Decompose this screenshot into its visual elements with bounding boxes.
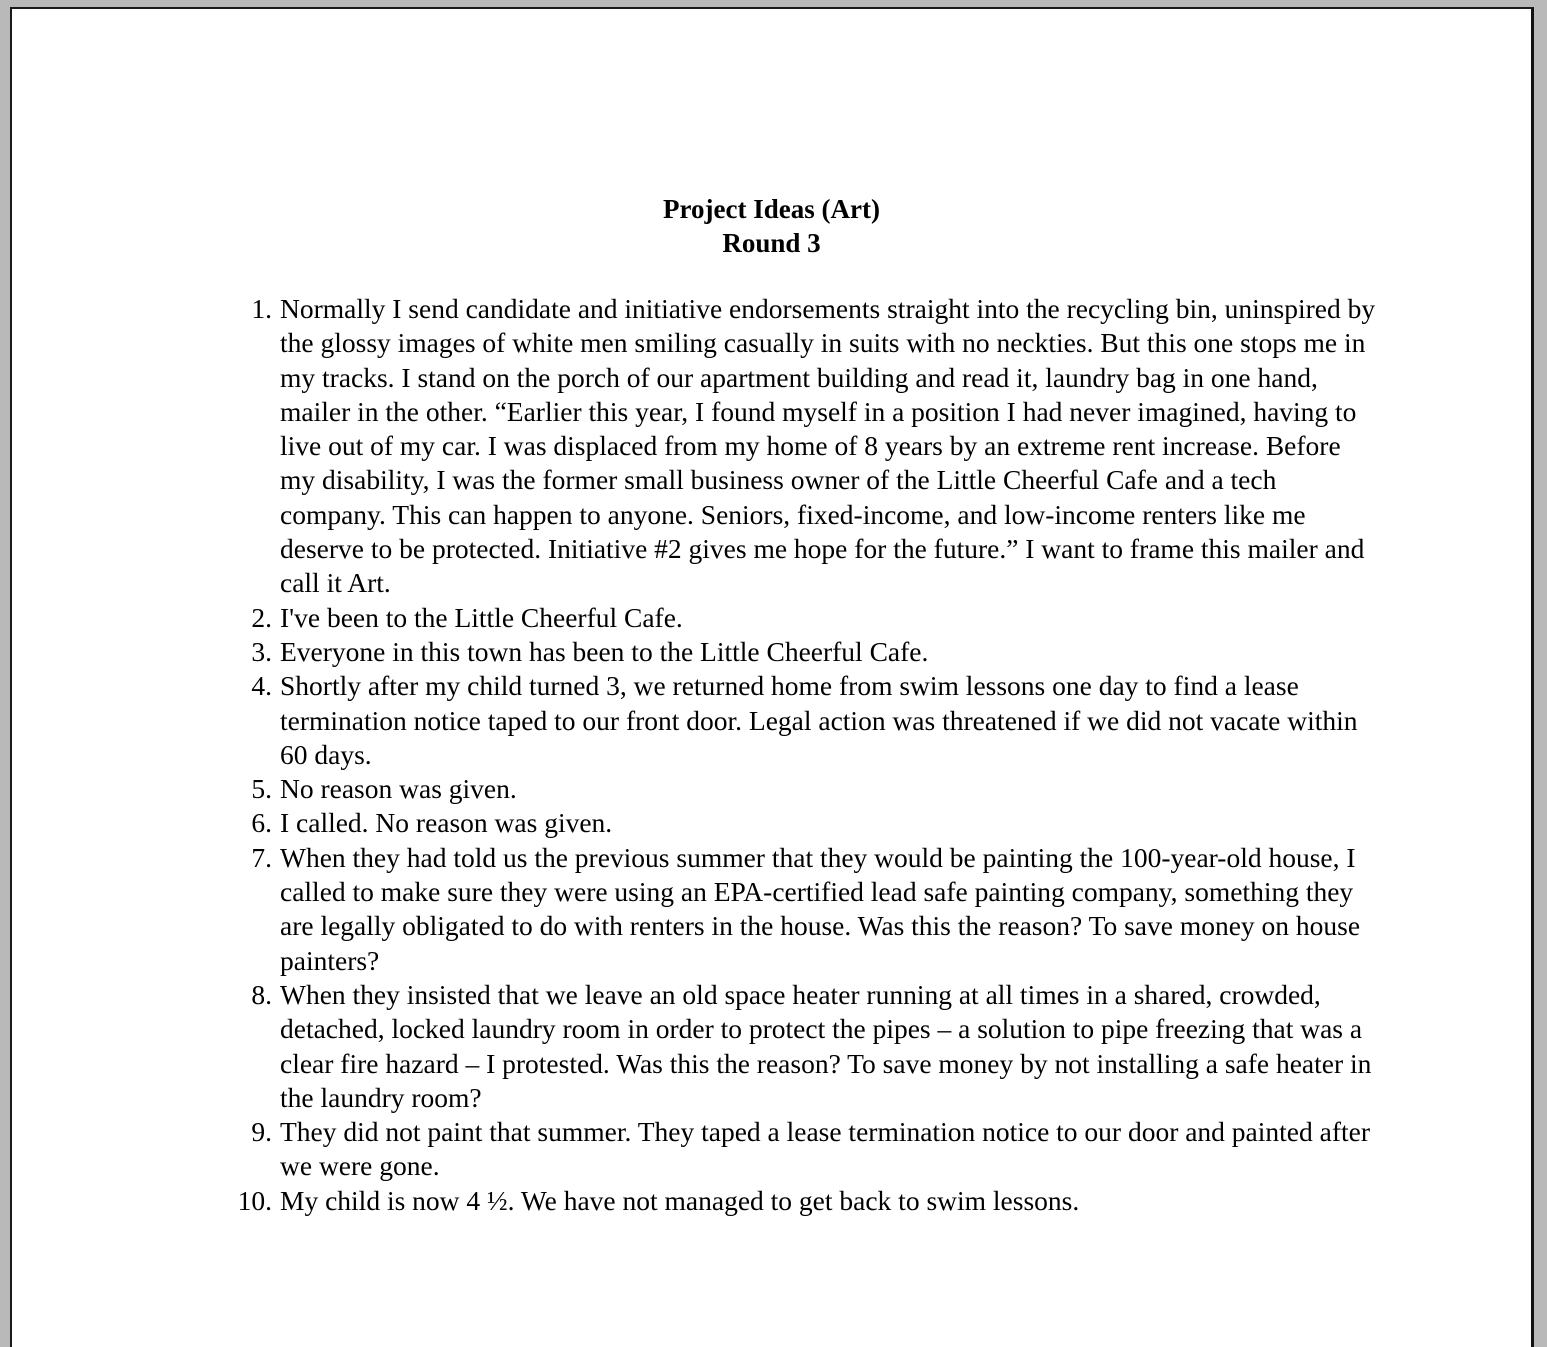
list-item-number: 9.: [251, 1116, 272, 1148]
numbered-list: [226, 292, 1376, 1218]
list-item: [226, 772, 1376, 806]
list-item-text: I called. No reason was given.: [280, 807, 613, 839]
list-item: [226, 635, 1376, 669]
list-item-text: When they had told us the previous summer that they would be painting the 100-year-old house, I called to make sure they were using an EPA-certified lead safe painting company, something they are legally obligated to do with renters in the house. Was this the reason? To save money on house painters?: [280, 841, 1361, 976]
list-item-text: Normally I send candidate and initiative endorsements straight into the recycling bin, uninspired by the glossy images of white men smiling casually in suits with no neckties. But this one stops me in my tracks. I stand on the porch of our apartment building and read it, laundry bag in one hand, mailer in the other. “Earlier this year, I found myself in a position I had never imagined, having to live out of my car. I was displaced from my home of 8 years by an extreme rent increase. Before my disability, I was the former small business owner of the Little Cheerful Cafe and a tech company. This can happen to anyone. Seniors, fixed-income, and low-income renters like me deserve to be protected. Initiative #2 gives me hope for the future.” I want to frame this mailer and call it Art.: [280, 293, 1376, 599]
list-item-number: 4.: [251, 670, 272, 702]
list-item: [226, 292, 1376, 601]
list-item: [226, 1115, 1376, 1184]
list-item-number: 1.: [251, 293, 272, 324]
document-title: Project Ideas (Art): [663, 194, 880, 224]
list-item: [226, 806, 1376, 840]
list-item-text: Everyone in this town has been to the Little Cheerful Cafe.: [280, 635, 929, 667]
list-item-number: 5.: [251, 773, 272, 805]
list-item-number: 10.: [237, 1184, 272, 1216]
document-page: [10, 7, 1534, 1347]
list-item-text: Shortly after my child turned 3, we returned home from swim lessons one day to find a lease termination notice taped to our front door. Legal action was threatened if we did not vacate within 60 days.: [280, 670, 1358, 770]
list-item-number: 7.: [251, 841, 272, 873]
list-item-number: 2.: [251, 601, 272, 633]
document-subtitle: Round 3: [722, 228, 821, 258]
list-item: [226, 841, 1376, 978]
list-item-text: They did not paint that summer. They taped a lease termination notice to our door and painted after we were gone.: [280, 1116, 1370, 1182]
list-item-text: My child is now 4 ½. We have not managed to get back to swim lessons.: [280, 1184, 1080, 1216]
list-item-number: 8.: [251, 978, 272, 1010]
list-item: [226, 601, 1376, 635]
list-item-text: No reason was given.: [280, 773, 517, 805]
list-item: [226, 1184, 1376, 1218]
list-item-number: 6.: [251, 807, 272, 839]
list-item-number: 3.: [251, 635, 272, 667]
list-item-text: I've been to the Little Cheerful Cafe.: [280, 601, 683, 633]
list-item-text: When they insisted that we leave an old space heater running at all times in a shared, crowded, detached, locked laundry room in order to protect the pipes – a solution to pipe freezing that was a clear fire hazard – I protested. Was this the reason? To save money by not installing a safe heater in the laundry room?: [280, 978, 1372, 1113]
list-item: [226, 978, 1376, 1115]
list-item: [226, 669, 1376, 772]
title-block: [12, 192, 1531, 260]
